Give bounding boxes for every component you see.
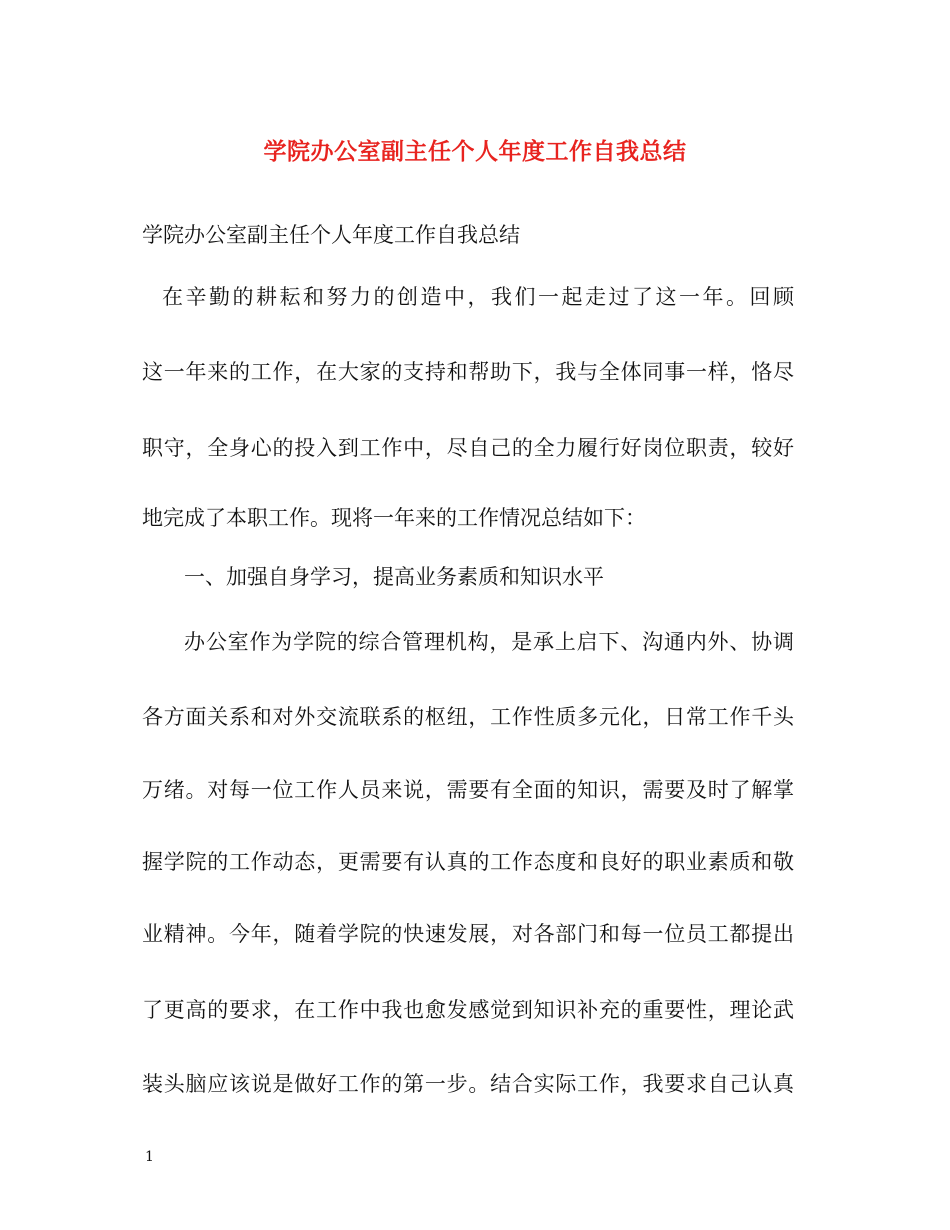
body-line: 在辛勤的耕耘和努力的创造中，我们一起走过了这一年。回顾: [162, 285, 794, 309]
body-line: 万绪。对每一位工作人员来说，需要有全面的知识，需要及时了解掌: [142, 778, 794, 802]
body-line: 各方面关系和对外交流联系的枢纽，工作性质多元化，日常工作千头: [142, 705, 794, 729]
body-line: 了更高的要求，在工作中我也愈发感觉到知识补充的重要性，理论武: [142, 998, 794, 1022]
body-line: 办公室作为学院的综合管理机构，是承上启下、沟通内外、协调: [184, 630, 794, 654]
body-line: 这一年来的工作，在大家的支持和帮助下，我与全体同事一样，恪尽: [142, 360, 794, 384]
body-line: 业精神。今年，随着学院的快速发展，对各部门和每一位员工都提出: [142, 922, 794, 946]
body-line: 职守，全身心的投入到工作中，尽自己的全力履行好岗位职责，较好: [142, 436, 794, 460]
body-line: 装头脑应该说是做好工作的第一步。结合实际工作，我要求自己认真: [142, 1072, 794, 1096]
body-line: 握学院的工作动态，更需要有认真的工作态度和良好的职业素质和敬: [142, 850, 794, 874]
page-number: 1: [145, 1149, 154, 1165]
body-line: 地完成了本职工作。现将一年来的工作情况总结如下：: [142, 506, 646, 530]
document-title: 学院办公室副主任个人年度工作自我总结: [263, 138, 687, 165]
section-heading: 一、加强自身学习，提高业务素质和知识水平: [184, 565, 604, 589]
body-line-subtitle: 学院办公室副主任个人年度工作自我总结: [142, 223, 520, 247]
